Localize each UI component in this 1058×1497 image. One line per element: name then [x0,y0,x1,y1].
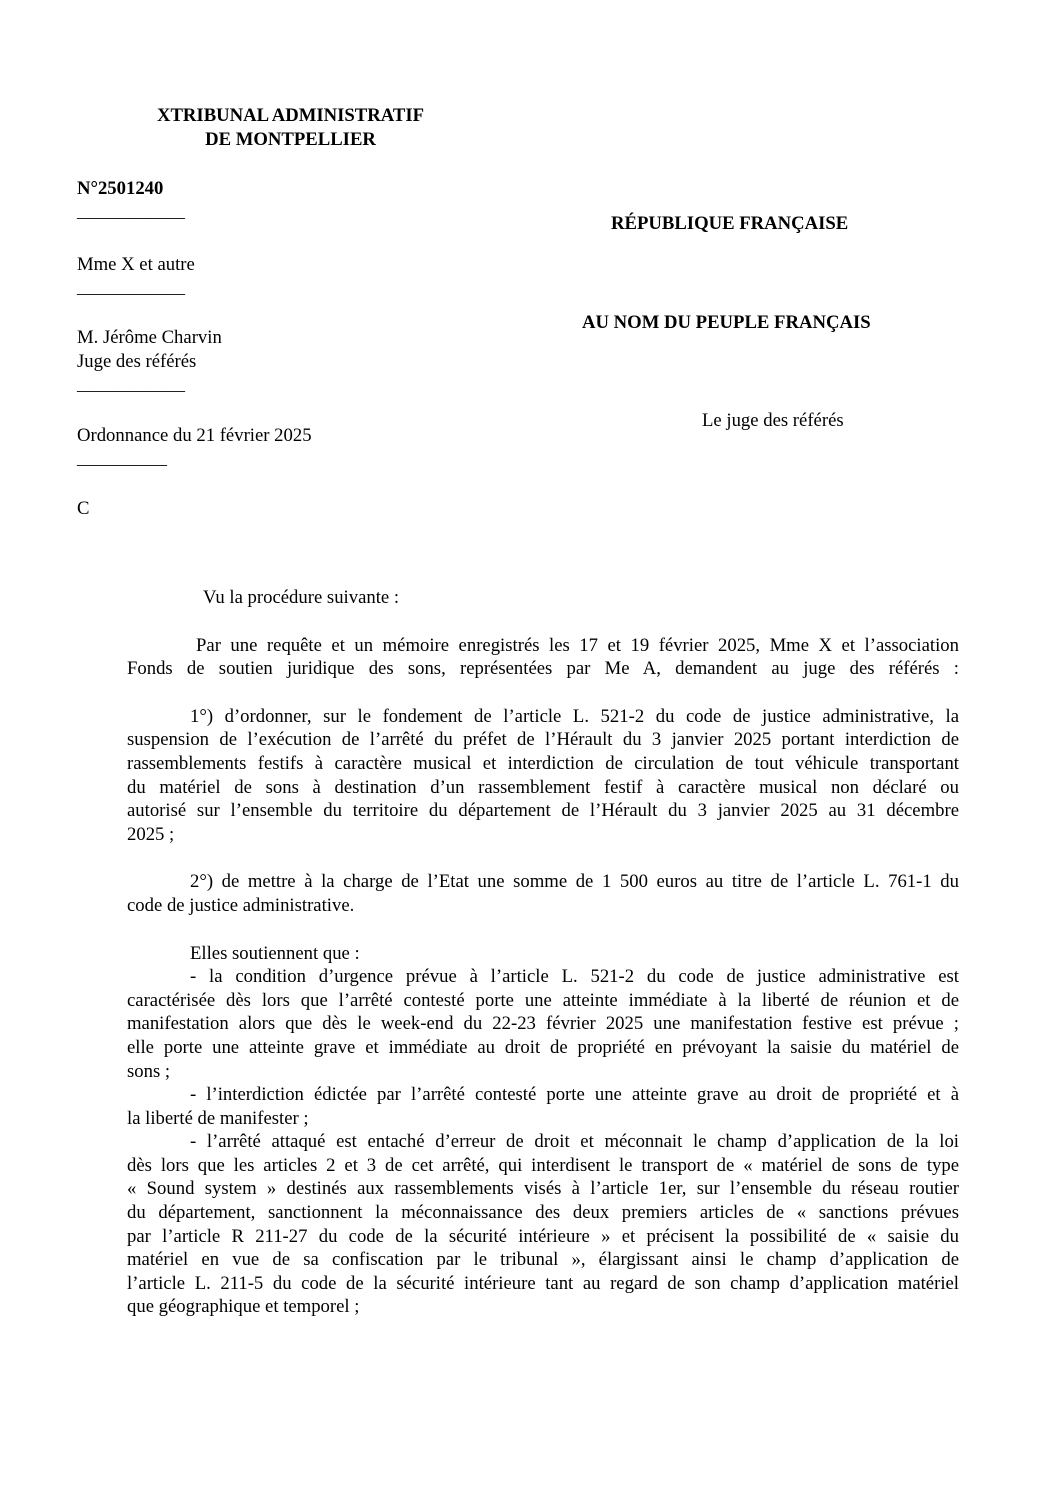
classification-code: C [77,498,90,519]
argument-1-line: elle porte une atteinte grave et immédiate au droit de propriété en prévoyant la saisie du matériel de [127,1036,959,1058]
judge-heading: Le juge des référés [702,410,844,431]
republic-heading: RÉPUBLIQUE FRANÇAISE [611,213,849,234]
separator-3: —————— [77,380,185,400]
point-1-line: 1°) d’ordonner, sur le fondement de l’article L. 521-2 du code de justice administrative, la [190,705,959,727]
argument-3-line: matériel en vue de sa confiscation par le tribunal », élargissant ainsi le champ d’application de [127,1249,959,1271]
ordonnance-date: Ordonnance du 21 février 2025 [77,425,312,446]
argument-3-line: par l’article R 211-27 du code de la sécurité intérieure » et précisent la possibilité de « saisie du [127,1225,959,1247]
argument-3-line: - l’arrêté attaqué est entaché d’erreur de droit et méconnait le champ d’application de la loi [190,1131,959,1153]
judge-name: M. Jérôme Charvin [77,327,222,348]
separator-4: ————— [77,454,167,474]
argument-3-line: dès lors que les articles 2 et 3 de cet arrêté, qui interdisent le transport de « matériel de sons de type [127,1154,959,1176]
point-2-paragraph [127,870,959,917]
separator-2: —————— [77,283,185,303]
point-1-line: rassemblements festifs à caractère musical et interdiction de circulation de tout véhicule transportant [127,752,959,774]
argument-1-line: sons ; [127,1060,171,1082]
argument-2-line: - l’interdiction édictée par l’arrêté contesté porte une atteinte grave au droit de propriété et à [190,1084,959,1106]
argument-3-line: que géographique et temporel ; [127,1296,360,1318]
court-name [118,104,463,152]
point-1-line: 2025 ; [127,823,175,845]
judge-title: Juge des référés [77,351,197,372]
arguments-intro: Elles soutiennent que : [190,942,360,964]
point-1-line: suspension de l’exécution de l’arrêté du préfet de l’Hérault du 3 janvier 2025 portant interdiction de [127,729,959,751]
argument-3-line: du département, sanctionnent la méconnaissance des deux premiers articles de « sanctions prévues [127,1202,959,1224]
point-1-line: du matériel de sons à destination d’un rassemblement festif à caractère musical non déclaré ou [127,776,959,798]
procedure-intro: Vu la procédure suivante : [203,587,400,608]
request-line: Fonds de soutien juridique des sons, représentées par Me A, demandent au juge des référés : [127,658,959,680]
argument-3-line: « Sound system » destinés aux rassemblements visés à l’article 1er, sur l’ensemble du réseau routier [127,1178,959,1200]
argument-1-line: - la condition d’urgence prévue à l’article L. 521-2 du code de justice administrative est [190,966,959,988]
people-heading: AU NOM DU PEUPLE FRANÇAIS [582,312,871,333]
court-name-line2: DE MONTPELLIER [205,129,376,150]
point-1-line: autorisé sur l’ensemble du territoire du département de l’Hérault du 3 janvier 2025 au 31 décembre [127,800,959,822]
separator-1: —————— [77,207,185,227]
court-name-line1: XTRIBUNAL ADMINISTRATIF [156,105,425,126]
argument-3-line: l’article L. 211-5 du code de la sécurité intérieure tant au regard de son champ d’application matériel [127,1272,959,1294]
point-1-paragraph [127,705,959,847]
request-line: Par une requête et un mémoire enregistrés les 17 et 19 février 2025, Mme X et l’association [196,634,959,656]
document-body [127,586,959,1319]
argument-1-line: caractérisée dès lors que l’arrêté contesté porte une atteinte immédiate à la liberté de réunion et de [127,989,959,1011]
arguments-section [127,942,959,1320]
argument-2-line: la liberté de manifester ; [127,1107,309,1129]
argument-1-line: manifestation alors que dès le week-end du 22-23 février 2025 une manifestation festive est prévue ; [127,1013,959,1035]
point-2-line: code de justice administrative. [127,894,355,916]
request-paragraph [127,634,959,681]
point-2-line: 2°) de mettre à la charge de l’Etat une somme de 1 500 euros au titre de l’article L. 761-1 du [190,871,959,893]
case-number: N°2501240 [77,178,164,199]
parties: Mme X et autre [77,254,195,275]
